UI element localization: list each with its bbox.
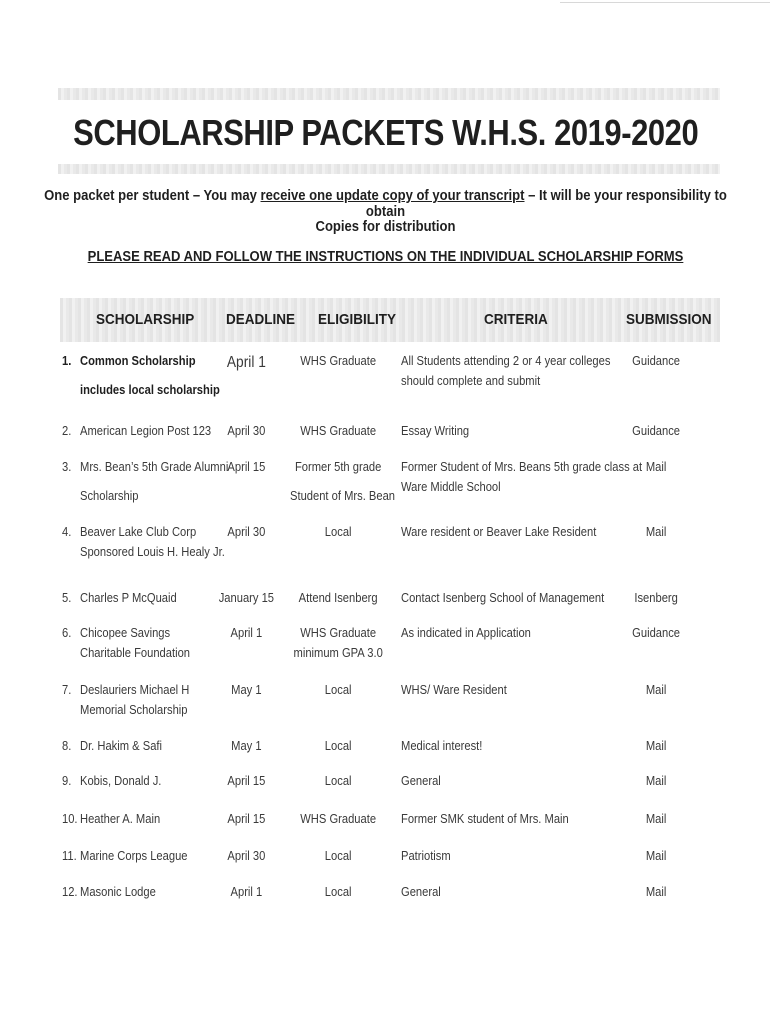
intro-text-part1: One packet per student – You may (44, 188, 261, 204)
criteria-cell: Former Student of Mrs. Beans 5th grade class at (401, 459, 643, 474)
scholarship-name: Charles P McQuaid (80, 590, 177, 605)
column-header-scholarship: SCHOLARSHIP (96, 311, 195, 328)
criteria-cell: Essay Writing (401, 423, 470, 438)
deadline-cell: April 1 (226, 354, 266, 371)
column-header-submission: SUBMISSION (626, 311, 712, 328)
scholarship-name: Deslauriers Michael H (80, 682, 190, 697)
eligibility-cell: WHS Graduate (300, 423, 377, 438)
deadline-cell: April 1 (230, 625, 263, 640)
intro-text-part2: – It will be your responsibility to obtain (365, 188, 727, 220)
instructions-notice: PLEASE READ AND FOLLOW THE INSTRUCTIONS ON THE INDIVIDUAL SCHOLARSHIP FORMS (87, 249, 684, 265)
scholarship-name: Charitable Foundation (80, 645, 191, 660)
submission-cell: Guidance (632, 423, 681, 438)
submission-cell: Mail (645, 884, 667, 899)
deadline-cell: April 30 (227, 848, 266, 863)
submission-cell: Mail (645, 524, 667, 539)
scholarship-name: Mrs. Bean’s 5th Grade Alumni (80, 459, 229, 474)
criteria-cell: Ware resident or Beaver Lake Resident (401, 524, 597, 539)
row-number: 11. (62, 848, 77, 863)
row-number: 9. (62, 773, 72, 788)
criteria-cell: WHS/ Ware Resident (401, 682, 507, 697)
submission-cell: Mail (645, 738, 667, 753)
submission-cell: Mail (645, 459, 667, 474)
submission-cell: Mail (645, 682, 667, 697)
intro-line-2: Copies for distribution (315, 219, 456, 235)
criteria-cell: As indicated in Application (401, 625, 531, 640)
column-header-deadline: DEADLINE (226, 311, 296, 328)
submission-cell: Mail (645, 811, 667, 826)
eligibility-cell: Local (324, 682, 352, 697)
criteria-cell: should complete and submit (401, 373, 541, 388)
row-number: 4. (62, 524, 72, 539)
deadline-cell: April 15 (227, 459, 266, 474)
eligibility-cell: WHS Graduate (300, 811, 377, 826)
scholarship-name: Heather A. Main (80, 811, 161, 826)
criteria-cell: Medical interest! (401, 738, 483, 753)
row-number: 12. (62, 884, 78, 899)
submission-cell: Guidance (632, 353, 681, 368)
column-header-eligibility: ELIGIBILITY (318, 311, 397, 328)
scholarship-name: Chicopee Savings (80, 625, 171, 640)
row-number: 3. (62, 459, 72, 474)
scholarship-name: includes local scholarship (80, 382, 220, 397)
submission-cell: Guidance (632, 625, 681, 640)
intro-line-1 (39, 188, 732, 220)
scholarship-name: Memorial Scholarship (80, 702, 188, 717)
eligibility-cell: Attend Isenberg (298, 590, 378, 605)
scholarship-name: Marine Corps League (80, 848, 188, 863)
intro-text-underlined: receive one update copy of your transcript (260, 188, 525, 204)
criteria-cell: Patriotism (401, 848, 451, 863)
deadline-cell: April 30 (227, 423, 266, 438)
deadline-cell: April 15 (227, 811, 266, 826)
criteria-cell: All Students attending 2 or 4 year colleges (401, 353, 611, 368)
scholarship-name: Dr. Hakim & Safi (80, 738, 163, 753)
eligibility-cell: Local (324, 848, 352, 863)
row-number: 1. (62, 353, 72, 368)
submission-cell: Mail (645, 848, 667, 863)
criteria-cell: General (401, 884, 441, 899)
scholarship-name: Sponsored Louis H. Healy Jr. (80, 544, 225, 559)
deadline-cell: January 15 (218, 590, 275, 605)
deadline-cell: May 1 (231, 738, 262, 753)
page-title: SCHOLARSHIP PACKETS W.H.S. 2019-2020 (73, 112, 699, 153)
deadline-cell: May 1 (231, 682, 262, 697)
eligibility-cell: Local (324, 524, 352, 539)
row-number: 2. (62, 423, 72, 438)
scan-shading-band (58, 88, 720, 100)
deadline-cell: April 15 (227, 773, 266, 788)
row-number: 8. (62, 738, 72, 753)
eligibility-cell: WHS Graduate (300, 625, 377, 640)
row-number: 6. (62, 625, 72, 640)
submission-cell: Mail (645, 773, 667, 788)
eligibility-cell: Student of Mrs. Bean (290, 488, 396, 503)
eligibility-cell: Local (324, 884, 352, 899)
criteria-cell: Former SMK student of Mrs. Main (401, 811, 569, 826)
deadline-cell: April 30 (227, 524, 266, 539)
scholarship-name: Common Scholarship (80, 353, 196, 368)
scholarship-name: Beaver Lake Club Corp (80, 524, 197, 539)
row-number: 5. (62, 590, 72, 605)
criteria-cell: General (401, 773, 441, 788)
column-header-criteria: CRITERIA (484, 311, 548, 328)
scholarship-name: Scholarship (80, 488, 139, 503)
eligibility-cell: Local (324, 738, 352, 753)
scholarship-name: Masonic Lodge (80, 884, 156, 899)
scholarship-name: American Legion Post 123 (80, 423, 212, 438)
submission-cell: Isenberg (634, 590, 678, 605)
scan-artifact-line (560, 2, 770, 3)
scholarship-name: Kobis, Donald J. (80, 773, 162, 788)
eligibility-cell: Former 5th grade (294, 459, 382, 474)
row-number: 7. (62, 682, 72, 697)
row-number: 10. (62, 811, 78, 826)
eligibility-cell: Local (324, 773, 352, 788)
scan-shading-band (58, 164, 720, 174)
eligibility-cell: minimum GPA 3.0 (293, 645, 383, 660)
eligibility-cell: WHS Graduate (300, 353, 377, 368)
criteria-cell: Ware Middle School (401, 479, 501, 494)
criteria-cell: Contact Isenberg School of Management (401, 590, 605, 605)
deadline-cell: April 1 (230, 884, 263, 899)
